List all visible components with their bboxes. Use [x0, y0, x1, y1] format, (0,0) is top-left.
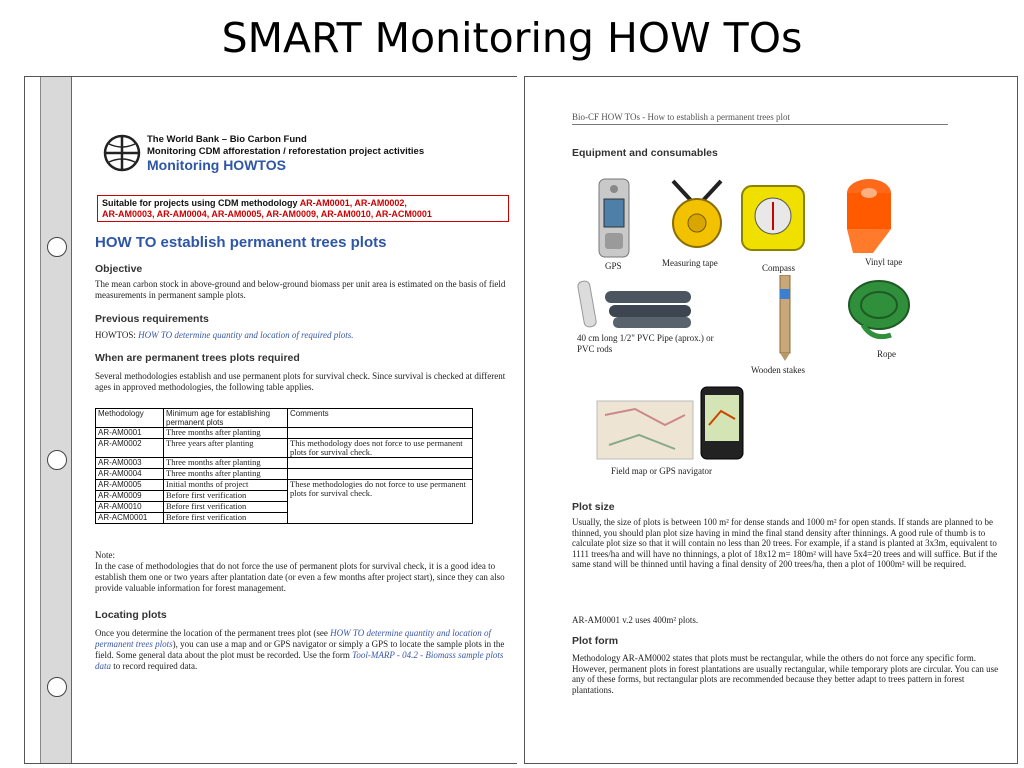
when-heading: When are permanent trees plots required [95, 352, 300, 364]
table-cell-comment: This methodology does not force to use permanent plots for survival check. [288, 439, 473, 458]
table-header: Methodology [96, 409, 164, 428]
table-cell-comment: These methodologies do not force to use permanent plots for survival check. [288, 480, 473, 524]
world-bank-logo-icon [103, 134, 141, 172]
table-row [96, 469, 473, 480]
equipment-heading: Equipment and consumables [572, 147, 718, 159]
objective-text: The mean carbon stock in above-ground and below-ground biomass per unit area is estimated on the basis of field measurements in permanent sample plots. [95, 279, 506, 300]
howto-title: HOW TO establish permanent trees plots [95, 234, 387, 251]
measuring-tape-image [665, 177, 729, 253]
header-line-1: The World Bank – Bio Carbon Fund [147, 134, 307, 145]
binder-hole [47, 237, 67, 257]
caption-pvc-line1: 40 cm long 1/2" PVC Pipe (aprox.) or [577, 333, 714, 343]
wooden-stake-image [775, 275, 795, 361]
rope-image [843, 275, 915, 343]
locating-heading: Locating plots [95, 609, 167, 621]
locating-text-part: ), you can use a map and or GPS navigator or simply a GPS to locate the sample plots in the field. Some general data about the plot must be recorded. Use the form [95, 639, 505, 660]
vinyl-tape-image [843, 173, 895, 255]
slide-title: SMART Monitoring HOW TOs [221, 14, 803, 62]
table-cell-age: Three months after planting [164, 428, 288, 439]
table-cell-code: AR-ACM0001 [96, 513, 164, 524]
table-cell-age: Before first verification [164, 491, 288, 502]
header-line-3: Monitoring HOWTOS [147, 157, 286, 173]
pvc-pipe-image [575, 277, 697, 331]
binder-hole [47, 677, 67, 697]
left-document-page [24, 76, 517, 764]
locating-text-part: to record required data. [111, 661, 198, 671]
table-cell-code: AR-AM0004 [96, 469, 164, 480]
header-line-2: Monitoring CDM afforestation / reforestation project activities [147, 146, 425, 157]
table-cell-code: AR-AM0009 [96, 491, 164, 502]
table-row [96, 458, 473, 469]
table-cell-code: AR-AM0002 [96, 439, 164, 458]
previous-requirements-heading: Previous requirements [95, 313, 209, 325]
table-cell-age: Three months after planting [164, 469, 288, 480]
gps-device-image [597, 177, 631, 259]
table-cell-comment [288, 469, 473, 480]
table-cell-age: Three months after planting [164, 458, 288, 469]
table-cell-code: AR-AM0010 [96, 502, 164, 513]
plot-form-heading: Plot form [572, 635, 619, 647]
caption-measuring-tape: Measuring tape [662, 258, 718, 268]
note-text: In the case of methodologies that do not force the use of permanent plots for survival check, it is a good idea to establish them one or two years after plantation date (or even a few months after project start), since they can also provide valuable information for forest management. [95, 561, 505, 593]
suitable-codes-2: AR-AM0003, AR-AM0004, AR-AM0005, AR-AM0009, AR-AM0010, AR-ACM0001 [102, 209, 432, 219]
table-cell-code: AR-AM0005 [96, 480, 164, 491]
right-page-header: Bio-CF HOW TOs - How to establish a permanent trees plot [572, 112, 948, 125]
binder-edge [25, 77, 41, 763]
suitable-codes-1: AR-AM0001, AR-AM0002, [299, 198, 407, 208]
previous-prefix: HOWTOS: [95, 330, 139, 340]
table-header: Comments [288, 409, 473, 428]
table-cell-age: Before first verification [164, 502, 288, 513]
table-cell-comment [288, 458, 473, 469]
right-document-page [524, 76, 1018, 764]
table-cell-code: AR-AM0003 [96, 458, 164, 469]
suitable-prefix: Suitable for projects using CDM methodology [102, 198, 300, 208]
suitable-box [97, 195, 509, 222]
locating-text [95, 628, 507, 672]
table-cell-age: Before first verification [164, 513, 288, 524]
note-heading: Note: [95, 550, 115, 560]
table-row [96, 439, 473, 458]
table-row [96, 428, 473, 439]
caption-vinyl-tape: Vinyl tape [865, 257, 903, 267]
methodology-table [95, 408, 473, 524]
compass-image [738, 182, 808, 254]
plot-form-text: Methodology AR-AM0002 states that plots must be rectangular, while the others do not force any specific form. However, permanent plots in forest plantations are usually rectangular, while temporary plots are circular. You can use any of these forms, but rectangular plots are recommended because they better adapt to trees pattern in forest plantations. [572, 653, 999, 695]
binder-hole [47, 450, 67, 470]
when-text: Several methodologies establish and use permanent plots for survival check. Since survival is checked at different ages in approved methodologies, the following table applies. [95, 371, 506, 392]
previous-link[interactable]: HOW TO determine quantity and location of required plots. [138, 330, 354, 340]
plot-size-heading: Plot size [572, 501, 615, 513]
binder-strip [25, 77, 72, 763]
locating-link-1[interactable]: HOW TO determine quantity and location of permanent trees plots [95, 628, 491, 649]
field-map-image [595, 385, 775, 463]
plot-size-text: Usually, the size of plots is between 100 m² for dense stands and 1000 m² for open stands. If stands are planned to be thinned, you should plan plot size having in mind the final stand density after thinnings. A good rule of thumb is to calculate plot size so that it will contain no less than 20 trees. For example, if a stand is planted at 3x3m, equivalent to 1111 trees/ha and will have no thinnings, a plot of 18x12 m= 180m² will have 5x4=20 trees and will suffice. But if the same stand will be thinned until having a final density of 200 trees/ha, then a plot of 1000m² will be required. [572, 517, 998, 569]
table-cell-comment [288, 428, 473, 439]
locating-text-part: Once you determine the location of the permanent trees plot (see [95, 628, 331, 638]
caption-wooden-stakes: Wooden stakes [751, 365, 806, 375]
caption-compass: Compass [762, 263, 796, 273]
table-cell-age: Initial months of project [164, 480, 288, 491]
locating-link-2[interactable]: Tool-MARP - 04.2 - Biomass sample plots data [95, 650, 504, 671]
caption-gps: GPS [605, 261, 622, 271]
table-row [96, 480, 473, 491]
table-cell-age: Three years after planting [164, 439, 288, 458]
previous-requirements-text [95, 330, 507, 341]
world-bank-header [103, 132, 503, 178]
table-header-row [96, 409, 473, 428]
caption-pvc-line2: PVC rods [577, 344, 613, 354]
left-page-content [73, 77, 517, 763]
caption-field-map: Field map or GPS navigator [611, 466, 712, 476]
table-header: Minimum age for establishing permanent plots [164, 409, 288, 428]
table-cell-code: AR-AM0001 [96, 428, 164, 439]
caption-rope: Rope [877, 349, 896, 359]
objective-heading: Objective [95, 263, 143, 275]
plot-size-example: AR-AM0001 v.2 uses 400m² plots. [572, 615, 699, 625]
